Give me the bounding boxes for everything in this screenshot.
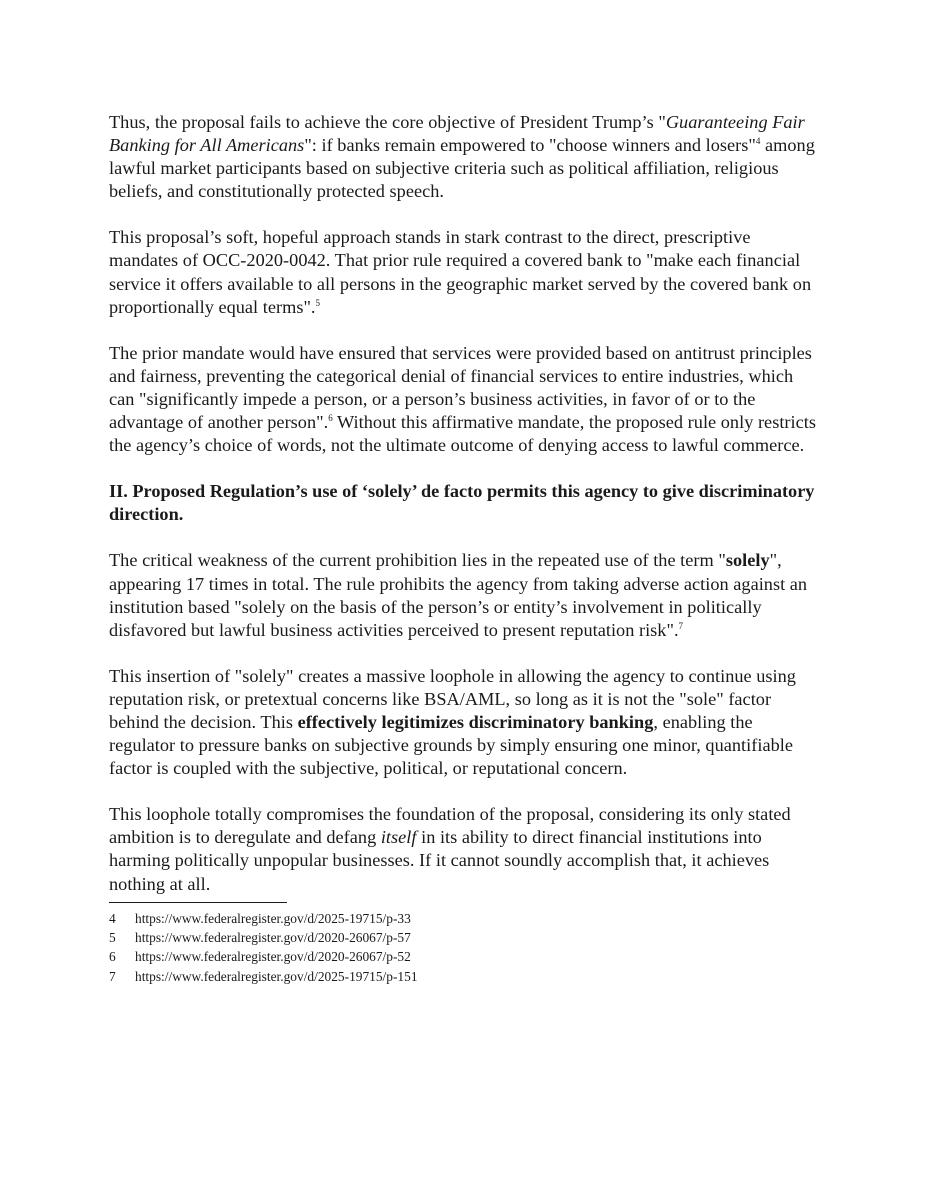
footnotes (109, 909, 821, 986)
emphasis-itself: itself (380, 827, 417, 848)
paragraph-loophole (109, 665, 821, 780)
text-run: in its ability to direct financial institutions into harming politically unpopular businesses. If it cannot soundly accomplish that, it achieves nothing at all. (109, 827, 770, 894)
emphasis-solely: solely (725, 550, 770, 571)
text-run: among lawful market participants based on subjective criteria such as political affiliation, religious beliefs, and constitutionally protected speech. (109, 135, 815, 202)
text-run: Thus, the proposal fails to achieve the core objective of President Trump’s " (109, 112, 666, 132)
footnote-ref-6[interactable]: 6 (328, 413, 333, 424)
footnote-item (109, 967, 821, 986)
paragraph-fair-banking (109, 111, 821, 203)
order-title: Guaranteeing Fair Banking for All Americans (109, 112, 805, 156)
footnote-number: 4 (109, 910, 116, 926)
document-page (109, 111, 821, 986)
footnote-ref-7[interactable]: 7 (678, 620, 684, 631)
footnote-ref-5[interactable]: 5 (315, 297, 321, 308)
footnote-link[interactable]: https://www.federalregister.gov/d/2025-19715/p-33 (135, 910, 411, 926)
paragraph-prior-mandate (109, 342, 821, 457)
footnote-link[interactable]: https://www.federalregister.gov/d/2020-26067/p-52 (135, 949, 411, 965)
footnote-divider (109, 902, 287, 903)
footnote-ref-4[interactable]: 4 (755, 136, 761, 147)
footnote-item (109, 928, 821, 947)
text-run: This proposal’s soft, hopeful approach stands in stark contrast to the direct, prescriptive mandates of OCC-2020-0042. That prior rule required a covered bank to "make each financial service it offers available to all persons in the geographic market served by the covered bank on proportionally equal terms". (109, 227, 812, 317)
text-run: ": if banks remain empowered to "choose winners and losers" (304, 135, 756, 156)
paragraph-foundation (109, 803, 821, 895)
footnote-number: 7 (109, 968, 116, 984)
text-run: ", appearing 17 times in total. The rule prohibits the agency from taking adverse action against an institution based "solely on the basis of the person’s or entity’s involvement in politically disfavored but lawful business activities perceived to present reputation risk". (109, 550, 808, 640)
text-run: , enabling the regulator to pressure banks on subjective grounds by simply ensuring one minor, quantifiable factor is coupled with the subjective, political, or reputational concern. (109, 711, 793, 779)
paragraph-soft-approach (109, 226, 821, 318)
text-run: The prior mandate would have ensured that services were provided based on antitrust principles and fairness, preventing the categorical denial of financial services to entire industries, which can "significantly impede a person, or a person’s business activities, in favor of or to the advantage of another person". (109, 342, 812, 433)
footnote-item (109, 947, 821, 966)
section-heading: II. Proposed Regulation’s use of ‘solely’ de facto permits this agency to give discriminatory direction. (109, 481, 815, 525)
text-run: Without this affirmative mandate, the proposed rule only restricts the agency’s choice of words, not the ultimate outcome of denying access to lawful commerce. (109, 412, 816, 456)
footnote-link[interactable]: https://www.federalregister.gov/d/2020-26067/p-57 (135, 929, 411, 945)
text-run: This loophole totally compromises the foundation of the proposal, considering its only stated ambition is to deregulate and defang (109, 804, 791, 848)
text-run: The critical weakness of the current prohibition lies in the repeated use of the term " (109, 550, 726, 571)
footnote-number: 5 (109, 929, 116, 945)
footnote-item (109, 909, 821, 928)
footnote-link[interactable]: https://www.federalregister.gov/d/2025-19715/p-151 (135, 968, 418, 984)
text-run: This insertion of "solely" creates a massive loophole in allowing the agency to continue using reputation risk, or pretextual concerns like BSA/AML, so long as it is not the "sole" factor behind the decision. This (109, 665, 796, 732)
paragraph-critical-weakness (109, 549, 821, 641)
emphasis-legitimizes: effectively legitimizes discriminatory banking (297, 711, 654, 732)
footnote-number: 6 (109, 949, 116, 965)
